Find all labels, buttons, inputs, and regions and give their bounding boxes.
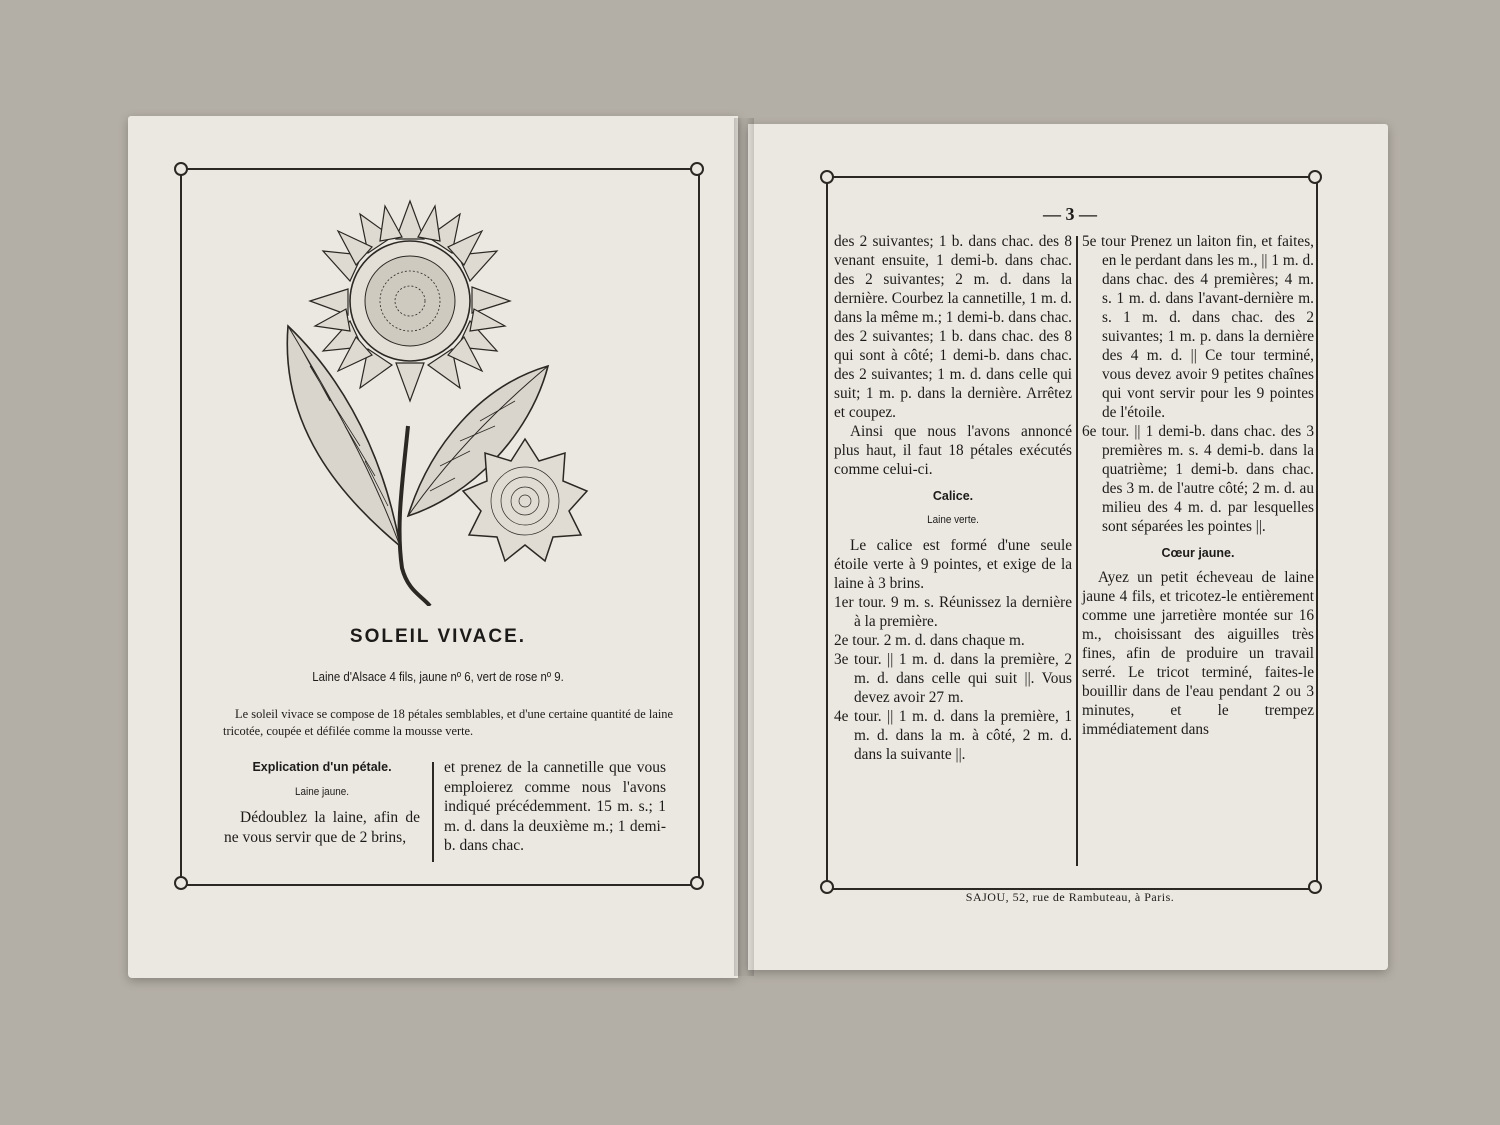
right-column-2 [1082, 232, 1314, 739]
sunflower-illustration [270, 196, 600, 606]
page-title: SOLEIL VIVACE. [349, 626, 527, 647]
section-title: Cœur jaune. [1161, 546, 1235, 560]
round-instruction: 5e tour Prenez un laiton fin, et faites, en le perdant dans les m., || 1 m. d. dans chac. des 4 premières; 4 m. s. 1 m. d. dans l'avant-dernière m. s. 1 m. d. dans chac. des 2 suivantes; 1 m. p. dans la dernière des 4 m. d. || Ce tour terminé, vous devez avoir 9 petites chaînes qui vont servir pour les 9 pointes de l'étoile. [1082, 233, 1314, 421]
right-column-1 [834, 232, 1072, 764]
right-page [748, 124, 1388, 970]
corner-ornament [690, 162, 704, 176]
section-subtitle: Laine verte. [927, 514, 979, 526]
round-instruction: 2e tour. 2 m. d. dans chaque m. [834, 632, 1025, 649]
section-subtitle: Laine jaune. [295, 785, 349, 798]
corner-ornament [174, 876, 188, 890]
left-column-2 [444, 758, 666, 856]
left-page [128, 116, 738, 978]
materials-line: Laine d'Alsace 4 fils, jaune nº 6, vert de rose nº 9. [312, 669, 564, 684]
paragraph: Le calice est formé d'une seule étoile verte à 9 pointes, et exige de la laine à 3 brins. [834, 537, 1072, 592]
paragraph: des 2 suivantes; 1 b. dans chac. des 8 venant ensuite, 1 demi-b. dans chac. des 2 suivantes; 2 m. d. dans la dernière. Courbez la cannetille, 1 m. d. dans la même m.; 1 demi-b. dans chac. des 2 suivantes; 1 b. dans chac. des 8 qui sont à côté; 1 demi-b. dans chac. des 2 suivantes; 1 m. d. dans celle qui suit; 1 m. p. dans la dernière. Arrêtez et coupez. [834, 233, 1072, 421]
corner-ornament [1308, 170, 1322, 184]
section-title: Calice. [932, 489, 974, 503]
page-number: — 3 — [1043, 204, 1097, 224]
corner-ornament [174, 162, 188, 176]
column-text: Dédoublez la laine, afin de ne vous servir que de 2 brins, [224, 809, 420, 846]
section-title: Explication d'un pétale. [252, 760, 392, 774]
paragraph: Ayez un petit écheveau de laine jaune 4 fils, et tricotez-le entièrement comme une jarretière montée sur 16 m., choisissant des aiguilles très fines, afin de produire un travail serré. Le tricot terminé, faites-le bouillir dans de l'eau pendant 2 ou 3 minutes, et le trempez immédiatement dans [1082, 569, 1314, 738]
round-instruction: 6e tour. || 1 demi-b. dans chac. des 3 premières m. s. 4 demi-b. dans la quatrième; 1 demi-b. dans chac. des 3 m. de l'autre côté; 2 m. d. au milieu des 4 m. d. par lesquelles sont séparées les pointes ||. [1082, 423, 1314, 535]
corner-ornament [690, 876, 704, 890]
intro-paragraph: Le soleil vivace se compose de 18 pétales semblables, et d'une certaine quantité de laine tricotée, coupée et défilée comme la mousse verte. [223, 707, 673, 738]
book-gutter [734, 118, 754, 976]
publisher-footer: SAJOU, 52, rue de Rambuteau, à Paris. [965, 890, 1175, 904]
column-text: et prenez de la cannetille que vous emploierez comme nous l'avons indiqué précédemment. 15 m. s.; 1 m. d. dans la deuxième m.; 1 demi-b. dans chac. [444, 759, 666, 854]
corner-ornament [820, 170, 834, 184]
round-instruction: 4e tour. || 1 m. d. dans la première, 1 m. d. dans la m. à côté, 2 m. d. dans la suivante ||. [834, 708, 1072, 763]
paragraph: Ainsi que nous l'avons annoncé plus haut, il faut 18 pétales exécutés comme celui-ci. [834, 423, 1072, 478]
left-column-1 [224, 758, 420, 847]
round-instruction: 1er tour. 9 m. s. Réunissez la dernière à la première. [834, 594, 1072, 630]
column-divider [432, 762, 434, 862]
round-instruction: 3e tour. || 1 m. d. dans la première, 2 m. d. dans celle qui suit ||. Vous devez avoir 27 m. [834, 651, 1072, 706]
column-divider [1076, 236, 1078, 866]
